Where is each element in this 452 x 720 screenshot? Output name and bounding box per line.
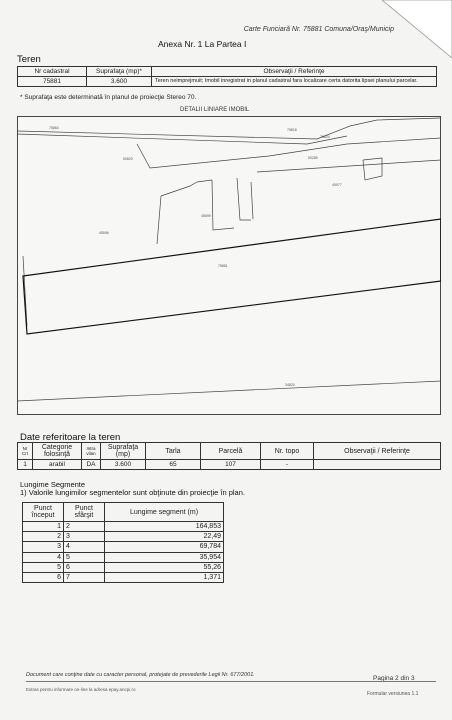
segment-row xyxy=(23,542,224,552)
row-parcela: 107 xyxy=(201,460,261,470)
hdr-nr-topo: Nr. topo xyxy=(261,443,314,460)
segment-row xyxy=(23,532,224,542)
segment-start: 3 xyxy=(23,542,64,552)
row-observatii xyxy=(314,460,441,470)
segment-end: 2 xyxy=(64,522,105,532)
parcel-plan xyxy=(17,116,441,416)
row-categorie: arabil xyxy=(33,460,82,470)
date-ref-table xyxy=(17,442,441,470)
teren-section-title: Teren xyxy=(17,54,41,65)
teren-observatii: Teren neimprejmuit; Imobil inregistrat in planul cadastral fara localizare certa datorita lipsei planului parcelar. xyxy=(152,77,437,87)
hdr-observatii: Observaţii / Referinţe xyxy=(314,443,441,460)
online-extract-note: Extras pentru informare on-line la adresa epay.ancpi.ro xyxy=(26,687,136,692)
projection-footnote: * Suprafaţa este determinată în planul de proiecţie Stereo 70. xyxy=(20,94,197,101)
plan-label-10: 34820 xyxy=(285,383,295,387)
segment-row xyxy=(23,572,224,582)
teren-nr-cadastral: 75881 xyxy=(18,77,87,87)
carte-funciara-header: Carte Funciară Nr. 75881 Comuna/Oraş/Municip xyxy=(243,26,394,33)
col-suprafata: Suprafaţa (mp)* xyxy=(87,67,152,77)
hdr-intra: Intra vilan xyxy=(82,443,101,460)
segment-length: 1,371 xyxy=(105,572,224,582)
segment-start: 2 xyxy=(23,532,64,542)
plan-label-8: 45596 xyxy=(99,231,109,235)
col-nr-cadastral: Nr cadastral xyxy=(18,67,87,77)
plan-label-7: 45699 xyxy=(201,214,211,218)
segment-end: 3 xyxy=(64,532,105,542)
lungime-title: Lungime Segmente xyxy=(20,480,86,489)
hdr-lungime: Lungime segment (m) xyxy=(105,503,224,522)
plan-label-5: 50285 xyxy=(308,156,318,160)
form-version: Formular versiunea 1.1 xyxy=(367,691,419,697)
row-tarla: 65 xyxy=(146,460,201,470)
hdr-categorie: Categorie folosinţă xyxy=(33,443,82,460)
teren-suprafata: 3.600 xyxy=(87,77,152,87)
row-suprafata: 3.600 xyxy=(101,460,146,470)
plan-label-9: 75881 xyxy=(218,264,228,268)
plan-title: DETALII LINIARE IMOBIL xyxy=(180,107,250,113)
row-intra: DA xyxy=(82,460,101,470)
hdr-nr-crt: Nr Crt xyxy=(18,443,33,460)
segments-table xyxy=(22,502,224,583)
page-number: Pagina 2 din 3 xyxy=(373,675,415,682)
footer-divider xyxy=(26,681,436,682)
hdr-punct-sfarsit: Punct sfârşit xyxy=(64,503,105,522)
col-observatii: Observaţii / Referinţe xyxy=(152,67,437,77)
plan-label-1: 75864 xyxy=(49,126,59,130)
segment-start: 4 xyxy=(23,552,64,562)
segment-start: 1 xyxy=(23,522,64,532)
hdr-suprafata: Suprafaţa (mp) xyxy=(101,443,146,460)
segment-length: 22,49 xyxy=(105,532,224,542)
segment-end: 4 xyxy=(64,542,105,552)
plan-label-6: 45977 xyxy=(332,183,342,187)
segment-length: 55,26 xyxy=(105,562,224,572)
teren-table xyxy=(17,66,437,87)
segment-row xyxy=(23,522,224,532)
annex-title: Anexa Nr. 1 La Partea I xyxy=(158,39,247,49)
segment-end: 7 xyxy=(64,572,105,582)
row-nr: 1 xyxy=(18,460,33,470)
plan-label-2: 75818 xyxy=(287,128,297,132)
segment-end: 6 xyxy=(64,562,105,572)
segment-end: 5 xyxy=(64,552,105,562)
lungime-subtitle: 1) Valorile lungimilor segmentelor sunt obţinute din proiecţie în plan. xyxy=(20,488,245,497)
row-nr-topo: - xyxy=(261,460,314,470)
hdr-tarla: Tarla xyxy=(146,443,201,460)
plan-label-3: 75824 xyxy=(320,135,330,139)
hdr-punct-inceput: Punct început xyxy=(23,503,64,522)
segment-length: 35,954 xyxy=(105,552,224,562)
segment-row xyxy=(23,562,224,572)
personal-data-disclaimer: Document care conţine date cu caracter personal, protejate de prevederile Legii Nr. 677/2001. xyxy=(26,672,255,678)
segment-length: 69,784 xyxy=(105,542,224,552)
plan-label-4: 50820 xyxy=(123,157,133,161)
hdr-parcela: Parcelă xyxy=(201,443,261,460)
segment-start: 6 xyxy=(23,572,64,582)
date-ref-title: Date referitoare la teren xyxy=(20,432,121,443)
lungime-section xyxy=(20,481,245,497)
segment-length: 164,853 xyxy=(105,522,224,532)
segment-row xyxy=(23,552,224,562)
segment-start: 5 xyxy=(23,562,64,572)
